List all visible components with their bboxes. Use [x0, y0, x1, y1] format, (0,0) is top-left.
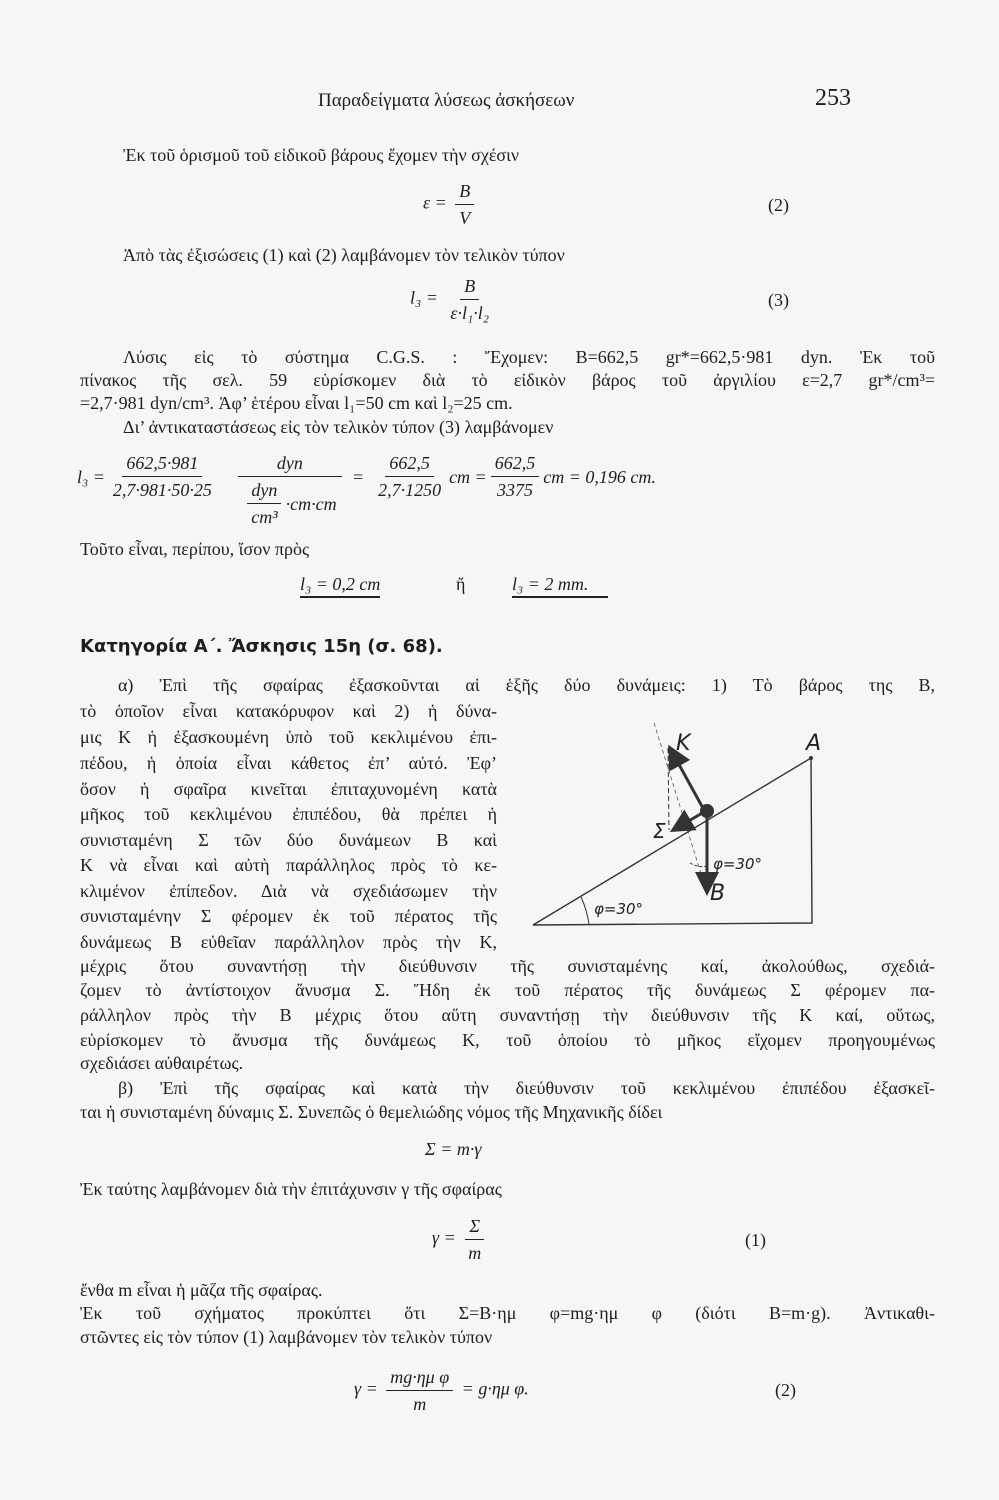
eq-lhs: l₃ = [410, 287, 438, 308]
text-line: τὸ ὁποῖον εἶναι κατακόρυφον καὶ 2) ἡ δύνα- [80, 701, 497, 721]
numerator: dyn [238, 452, 342, 477]
page-number: 253 [815, 85, 851, 111]
units-tail: ·cm·cm [285, 493, 337, 514]
fraction [386, 1366, 453, 1415]
text-line: ται ἡ συνισταμένη δύναμις Σ. Συνεπῶς ὁ θεμελιώδης νόμος τῆς Μηχανικῆς δίδει [80, 1102, 663, 1122]
underlined-result: l₃ = 2 mm. [512, 574, 608, 598]
text-line: ἔνθα m εἶναι ἡ μᾶζα τῆς σφαίρας. [80, 1280, 323, 1300]
equation-b2 [354, 1366, 529, 1415]
denominator: 3375 [496, 480, 533, 500]
sphere [700, 804, 714, 818]
denominator: ε·l₁·l₂ [450, 303, 490, 323]
equation-number: (1) [745, 1230, 766, 1250]
label-sigma: Σ [653, 819, 666, 843]
denominator: 2,7·981·50·25 [112, 480, 212, 500]
text-line: σχεδιάσει αὐθαιρέτως. [80, 1053, 244, 1073]
text-line: ζομεν τὸ ἀντίστοιχον ἄνυσμα Σ. Ἤδη ἐκ τοῦ πέρατος τῆς δυνάμεως Σ φέρομεν πα- [80, 980, 935, 1000]
numerator: 662,5 [491, 452, 540, 477]
or-word: ἤ [456, 574, 466, 594]
text-line: κλιμένον ἐπίπεδον. Διὰ νὰ σχεδιάσωμεν τὴν [80, 881, 497, 901]
numerator: B [460, 275, 479, 300]
fraction [491, 452, 540, 501]
angle-label-base: φ=30° [594, 900, 644, 918]
text-line: ὅσον ἡ σφαῖρα κινεῖται ἐπιταχυνομένη κατὰ [80, 779, 497, 799]
fraction [455, 180, 474, 229]
equals: = [351, 467, 365, 487]
text-line: συνισταμένη Σ τῶν δύο δυνάμεων B καὶ [80, 830, 497, 850]
angle-arc-base [581, 897, 589, 924]
numerator: 662,5 [385, 452, 434, 477]
equation-number: (3) [768, 290, 789, 310]
newton-equation: Σ = m·γ [425, 1139, 482, 1159]
denominator: m [468, 1243, 482, 1263]
inclined-plane-figure [500, 700, 860, 940]
text-line: στῶντες εἰς τὸν τύπον (1) λαμβάνομεν τὸν τελικὸν τύπον [80, 1327, 493, 1347]
dashed-vertical [668, 748, 669, 830]
denominator: 2,7·1250 [378, 480, 442, 500]
eq-rhs: = g·ημ φ. [461, 1378, 529, 1399]
equation-number: (2) [775, 1380, 796, 1400]
text-line: πίνακος τῆς σελ. 59 εὑρίσκομεν διὰ τὸ εἰδικὸν βάρος τοῦ ἀργιλίου ε=2,7 gr*/cm³= [80, 370, 935, 390]
equation-b1 [432, 1215, 489, 1264]
angle-label-top: φ=30° [713, 855, 763, 873]
eq-lhs: ε = [423, 192, 447, 213]
fraction [247, 479, 281, 528]
result-value: cm = 0,196 cm. [543, 467, 656, 487]
text-line: ράλληλον πρὸς τὴν B μέχρις ὅτου αὕτη συναντήσῃ τὴν διεύθυνσιν τῆς K καί, οὕτως, [80, 1005, 935, 1025]
point-a-dot [809, 756, 813, 760]
fraction [464, 1215, 485, 1264]
text-line: Ἐκ τοῦ σχήματος προκύπτει ὅτι Σ=B·ημ φ=mg·ημ φ (διότι B=m·g). Ἀντικαθι- [80, 1303, 935, 1323]
text-line: Ἐκ ταύτης λαμβάνομεν διὰ τὴν ἐπιτάχυνσιν γ τῆς σφαίρας [80, 1179, 502, 1199]
text-line: Δι’ ἀντικαταστάσεως εἰς τὸν τελικὸν τύπον (3) λαμβάνομεν [123, 417, 554, 437]
text-line: μις K ἡ ἐξασκουμένη ὑπὸ τοῦ κεκλιμένου ἐπι- [80, 727, 497, 747]
result-mm [512, 573, 608, 595]
unit: cm = [449, 467, 487, 487]
numerator: dyn [247, 479, 281, 504]
equation-number: (2) [768, 195, 789, 215]
text-line: μέχρις ὅτου συναντήσῃ τὴν διεύθυνσιν τῆς συνισταμένης καί, ἀκολούθως, σχεδιά- [80, 956, 935, 976]
equation-3 [410, 275, 497, 324]
numerator: Σ [465, 1215, 484, 1240]
text-line: β) Ἐπὶ τῆς σφαίρας καὶ κατὰ τὴν διεύθυνσιν τοῦ κεκλιμένου ἐπιπέδου ἐξασκεῖ- [118, 1078, 935, 1098]
numerator: B [455, 180, 474, 205]
section-heading: Κατηγορία Α΄. Ἄσκησις 15η (σ. 68). [80, 636, 443, 657]
underlined-result: l₃ = 0,2 cm [300, 574, 380, 598]
text-line: δυνάμεως B εὐθεῖαν παράλληλον πρὸς τὴν K, [80, 932, 497, 952]
text-line: συνισταμένην Σ φέρομεν ἐκ τοῦ πέρατος τῆς [80, 906, 497, 926]
eq-lhs: γ = [432, 1227, 456, 1248]
label-k: K [676, 731, 691, 756]
main-calculation [77, 452, 656, 528]
result-cm [300, 573, 380, 595]
numerator: 662,5·981 [122, 452, 202, 477]
header-title: Παραδείγματα λύσεως ἀσκήσεων [318, 90, 575, 111]
fraction [109, 452, 216, 501]
text-line: α) Ἐπὶ τῆς σφαίρας ἐξασκοῦνται αἱ ἑξῆς δύο δυνάμεις: 1) Τὸ βάρος της B, [118, 675, 935, 695]
eq-lhs: γ = [354, 1378, 378, 1399]
units-fraction [238, 452, 342, 528]
text-line: μῆκος τοῦ κεκλιμένου ἐπιπέδου, θὰ πρέπει ἡ [80, 804, 497, 824]
label-a: A [806, 731, 822, 756]
eq-lhs: l₃ = [77, 467, 105, 487]
denominator [239, 477, 340, 528]
denominator: cm³ [251, 507, 278, 527]
denominator: V [459, 208, 471, 228]
fraction [446, 275, 493, 324]
text-line: =2,7·981 dyn/cm³. Ἀφ’ ἑτέρου εἶναι l₁=50 cm καὶ l₂=25 cm. [80, 393, 513, 413]
force-sigma-arrow [675, 812, 704, 829]
label-b: B [710, 881, 726, 906]
text-line: εὑρίσκομεν τὸ ἄνυσμα τῆς δυνάμεως K, τοῦ ὁποίου τὸ μῆκος εἴχομεν προηγουμένως [80, 1030, 935, 1050]
text-line: Τοῦτο εἶναι, περίπου, ἴσον πρὸς [80, 539, 310, 559]
denominator: m [413, 1394, 427, 1414]
text-line: Ἐκ τοῦ ὁρισμοῦ τοῦ εἰδικοῦ βάρους ἔχομεν τὴν σχέσιν [123, 145, 520, 165]
fraction [374, 452, 445, 501]
incline-triangle [533, 758, 812, 925]
equation-2 [423, 180, 478, 229]
text-line: πέδου, ἡ ὁποία εἶναι κάθετος ἐπ’ αὐτό. Ἐφ’ [80, 753, 497, 773]
force-k-arrow [671, 750, 704, 810]
text-line: K νὰ εἶναι καὶ αὐτὴ παράλληλος πρὸς τὸ κε- [80, 855, 497, 875]
numerator: mg·ημ φ [386, 1366, 453, 1391]
text-line: Λύσις εἰς τὸ σύστημα C.G.S. : Ἔχομεν: B=662,5 gr*=662,5·981 dyn. Ἐκ τοῦ [123, 347, 935, 367]
text-line: Ἀπὸ τὰς ἐξισώσεις (1) καὶ (2) λαμβάνομεν τὸν τελικὸν τύπον [123, 245, 565, 265]
